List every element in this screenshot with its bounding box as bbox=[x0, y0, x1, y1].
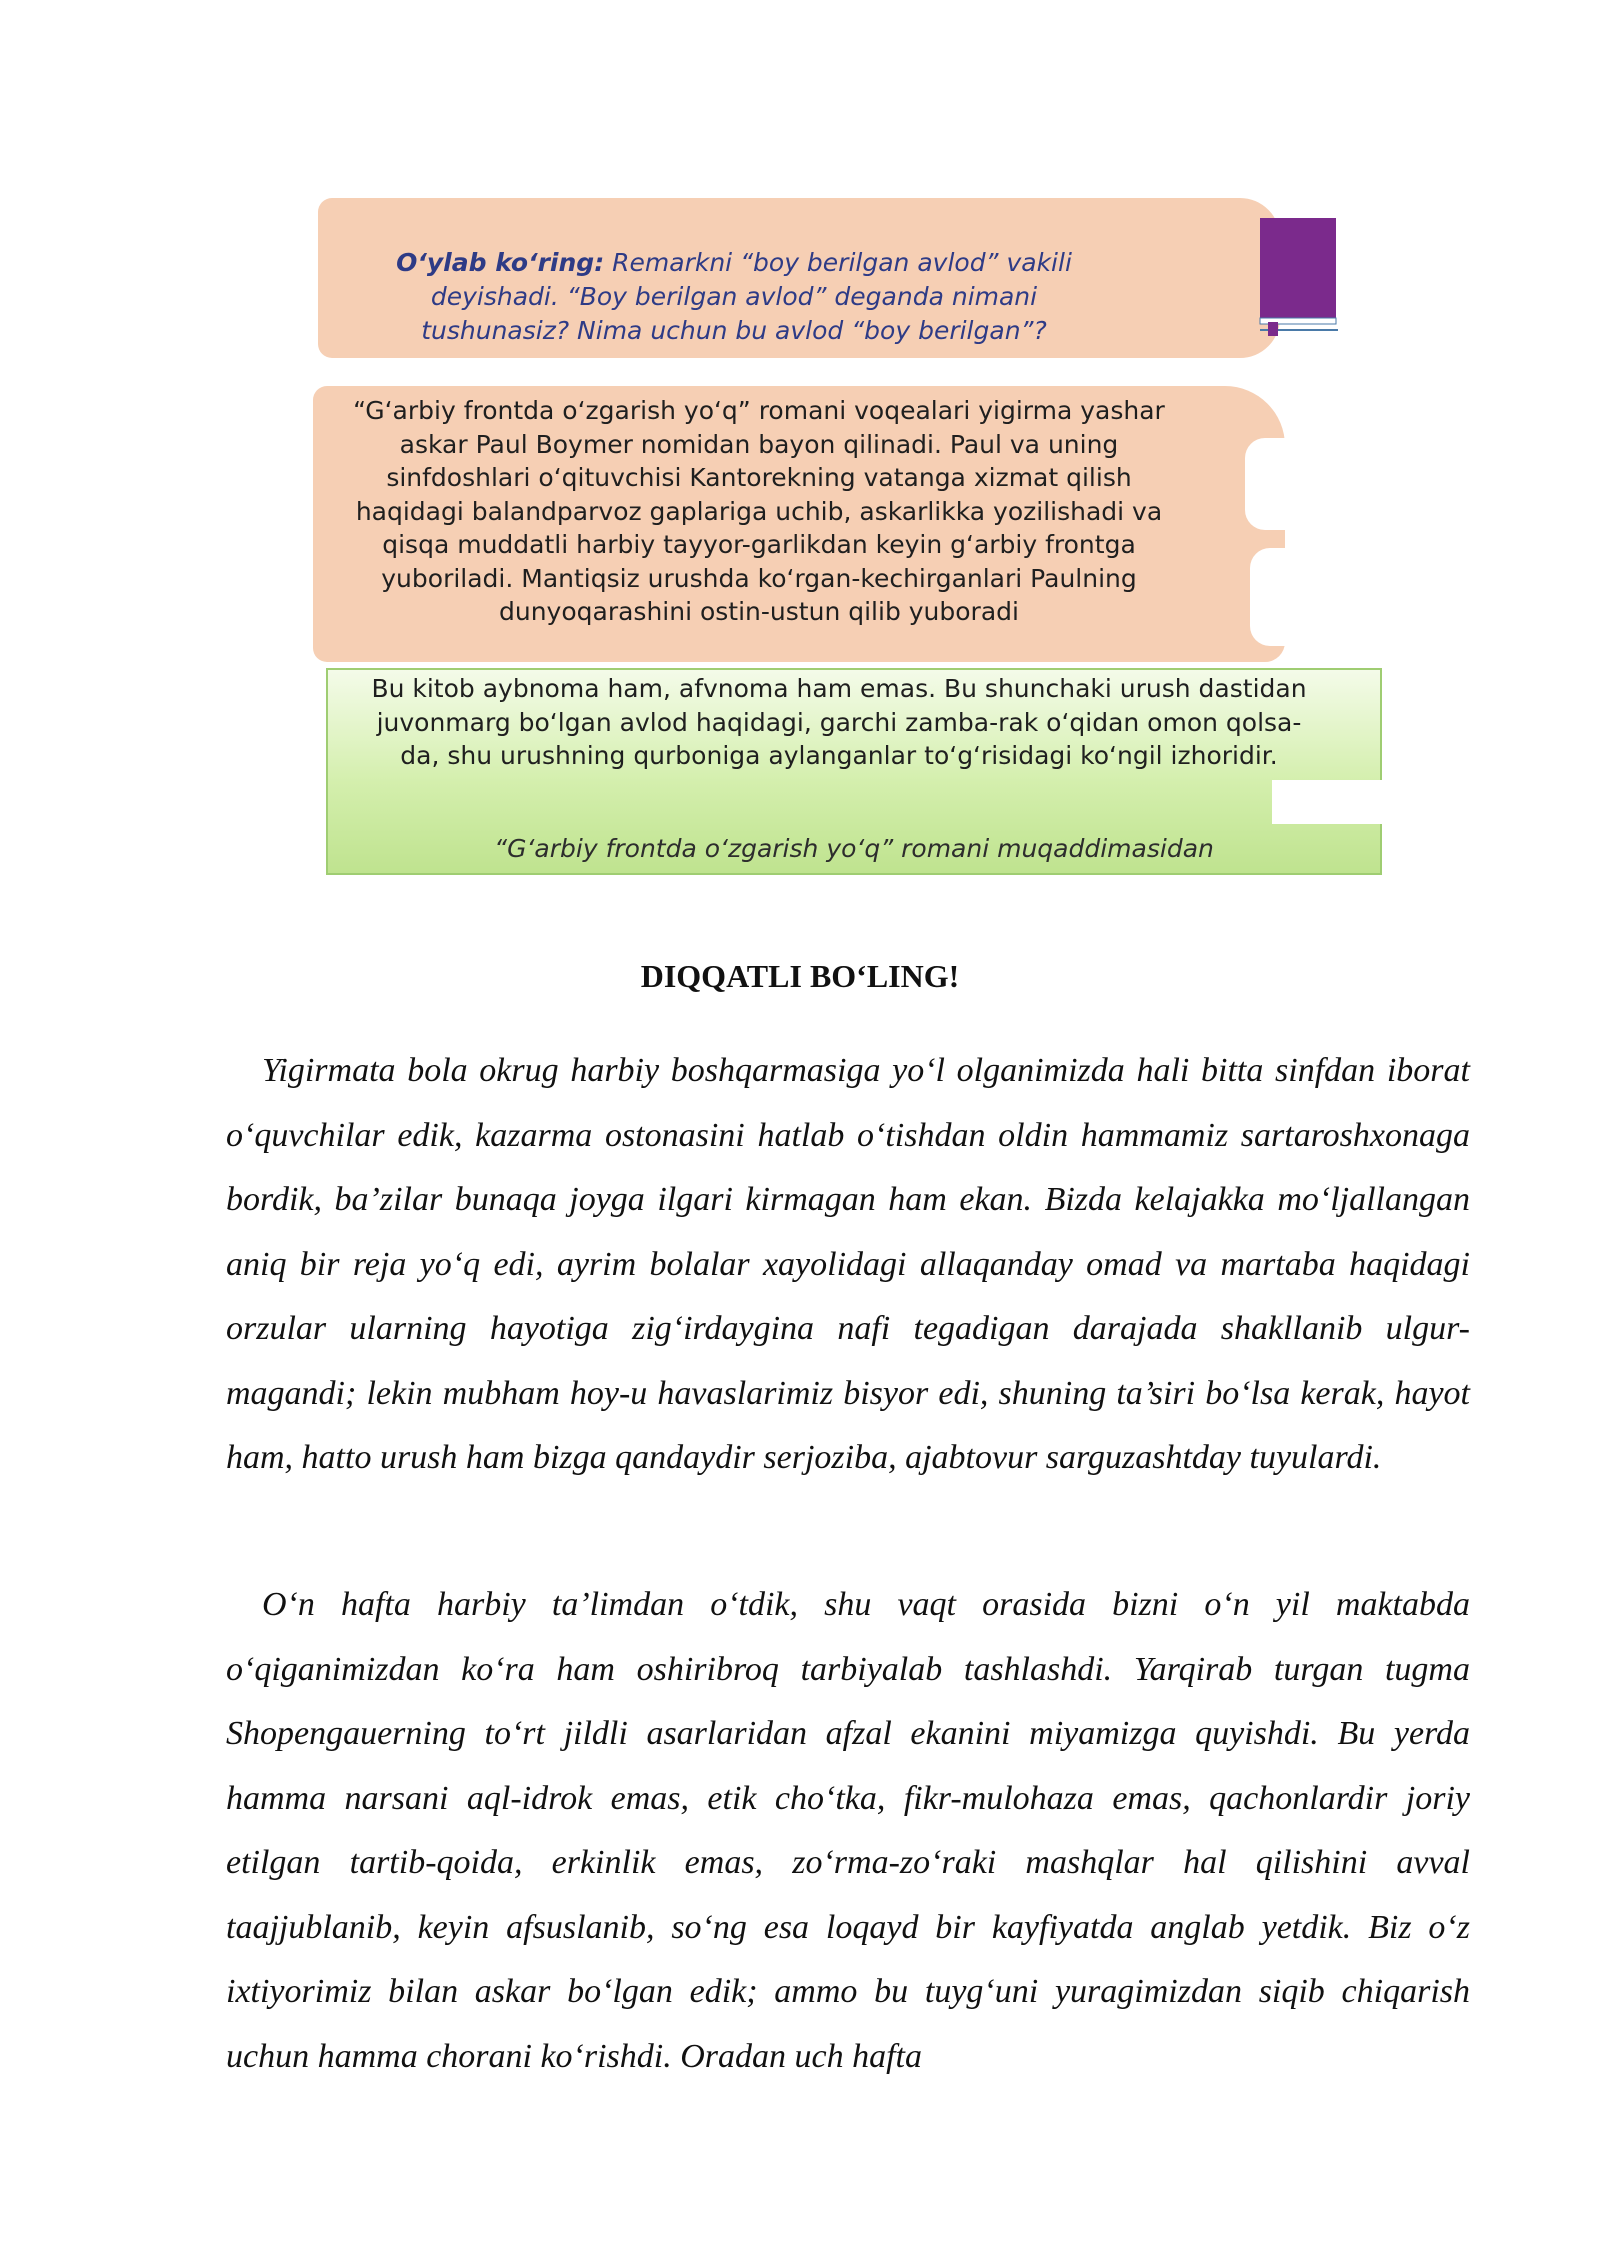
quote-box bbox=[326, 668, 1382, 875]
think-box-text bbox=[388, 246, 1080, 348]
book-icon bbox=[1258, 218, 1338, 340]
body-paragraph: Yigirmata bola okrug harbiy boshqarmasiga yo‘l olganimizda hali bitta sinfdan iborat o‘quvchilar edik, kazarma ostonasini hatlab o‘tishdan oldin hammamiz sartaroshxonaga bordik, ba’zilar bunaqa joyga ilgari kirmagan ham ekan. Bizda kelajakka mo‘ljallangan aniq bir reja yo‘q edi, ayrim bolalar xayolidagi allaqanday omad va martaba haqidagi orzular ularning hayotiga zig‘irdaygina nafi tegadigan darajada shakllanib ulgur-magandi; lekin mubham hoy-u havaslarimiz bisyor edi, shuning ta’siri bo‘lsa kerak, hayot ham, hatto urush ham bizga qandaydir serjoziba, ajabtovur sarguzashtday tuyulardi. bbox=[226, 1052, 1470, 1476]
body-paragraph: O‘n hafta harbiy ta’limdan o‘tdik, shu vaqt orasida bizni o‘n yil maktabda o‘qiganimizdan ko‘ra ham oshiribroq tarbiyalab tashlashdi. Yarqirab turgan tugma Shopengauerning to‘rt jildli asarlaridan afzal ekanini miyamizga quyishdi. Bu yerda hamma narsani aql-idrok emas, etik cho‘tka, fikr-mulohaza emas, qachonlardir joriy etilgan tartib-qoida, erkinlik emas, zo‘rma-zo‘raki mashqlar hal qilishini avval taajjublanib, keyin afsuslanib, so‘ng esa loqayd bir kayfiyatda anglab yetdik. Biz o‘z ixtiyorimiz bilan askar bo‘lgan edik; ammo bu tuyg‘uni yuragimizdan siqib chiqarish uchun hamma chorani ko‘rishdi. Oradan uch hafta bbox=[226, 1586, 1470, 2075]
decorative-bump bbox=[1245, 438, 1290, 530]
decorative-notch bbox=[1272, 780, 1382, 824]
summary-box bbox=[313, 386, 1285, 662]
quote-source: “G‘arbiy frontda o‘zgarish yo‘q” romani muqaddimasidan bbox=[494, 834, 1214, 863]
think-box-question: Remarkni “boy berilgan avlod” vakili deyishadi. “Boy berilgan avlod” deganda nimani tushunasiz? Nima uchun bu avlod “boy berilgan”? bbox=[421, 248, 1072, 345]
think-box-lead: O‘ylab ko‘ring: bbox=[396, 248, 605, 277]
quote-text: Bu kitob aybnoma ham, afvnoma ham emas. Bu shunchaki urush dastidan juvonmarg bo‘lgan avlod haqidagi, garchi zamba-rak o‘qidan omon qolsa-da, shu urushning qurboniga aylanganlar to‘g‘risidagi ko‘ngil izhoridir. bbox=[371, 674, 1307, 770]
decorative-bump bbox=[1250, 548, 1290, 646]
section-heading: DIQQATLI BO‘LING! bbox=[640, 958, 960, 994]
think-box bbox=[318, 198, 1280, 358]
summary-text: “G‘arbiy frontda o‘zgarish yo‘q” romani voqealari yigirma yashar askar Paul Boymer nomidan bayon qilinadi. Paul va uning sinfdoshlari o‘qituvchisi Kantorekning vatanga xizmat qilish haqidagi balandparvoz gaplariga uchib, askarlikka yozilishadi va qisqa muddatli harbiy tayyor-garlikdan keyin g‘arbiy frontga yuboriladi. Mantiqsiz urushda ko‘rgan-kechirganlari Paulning dunyoqarashini ostin-ustun qilib yuboradi bbox=[353, 396, 1165, 626]
